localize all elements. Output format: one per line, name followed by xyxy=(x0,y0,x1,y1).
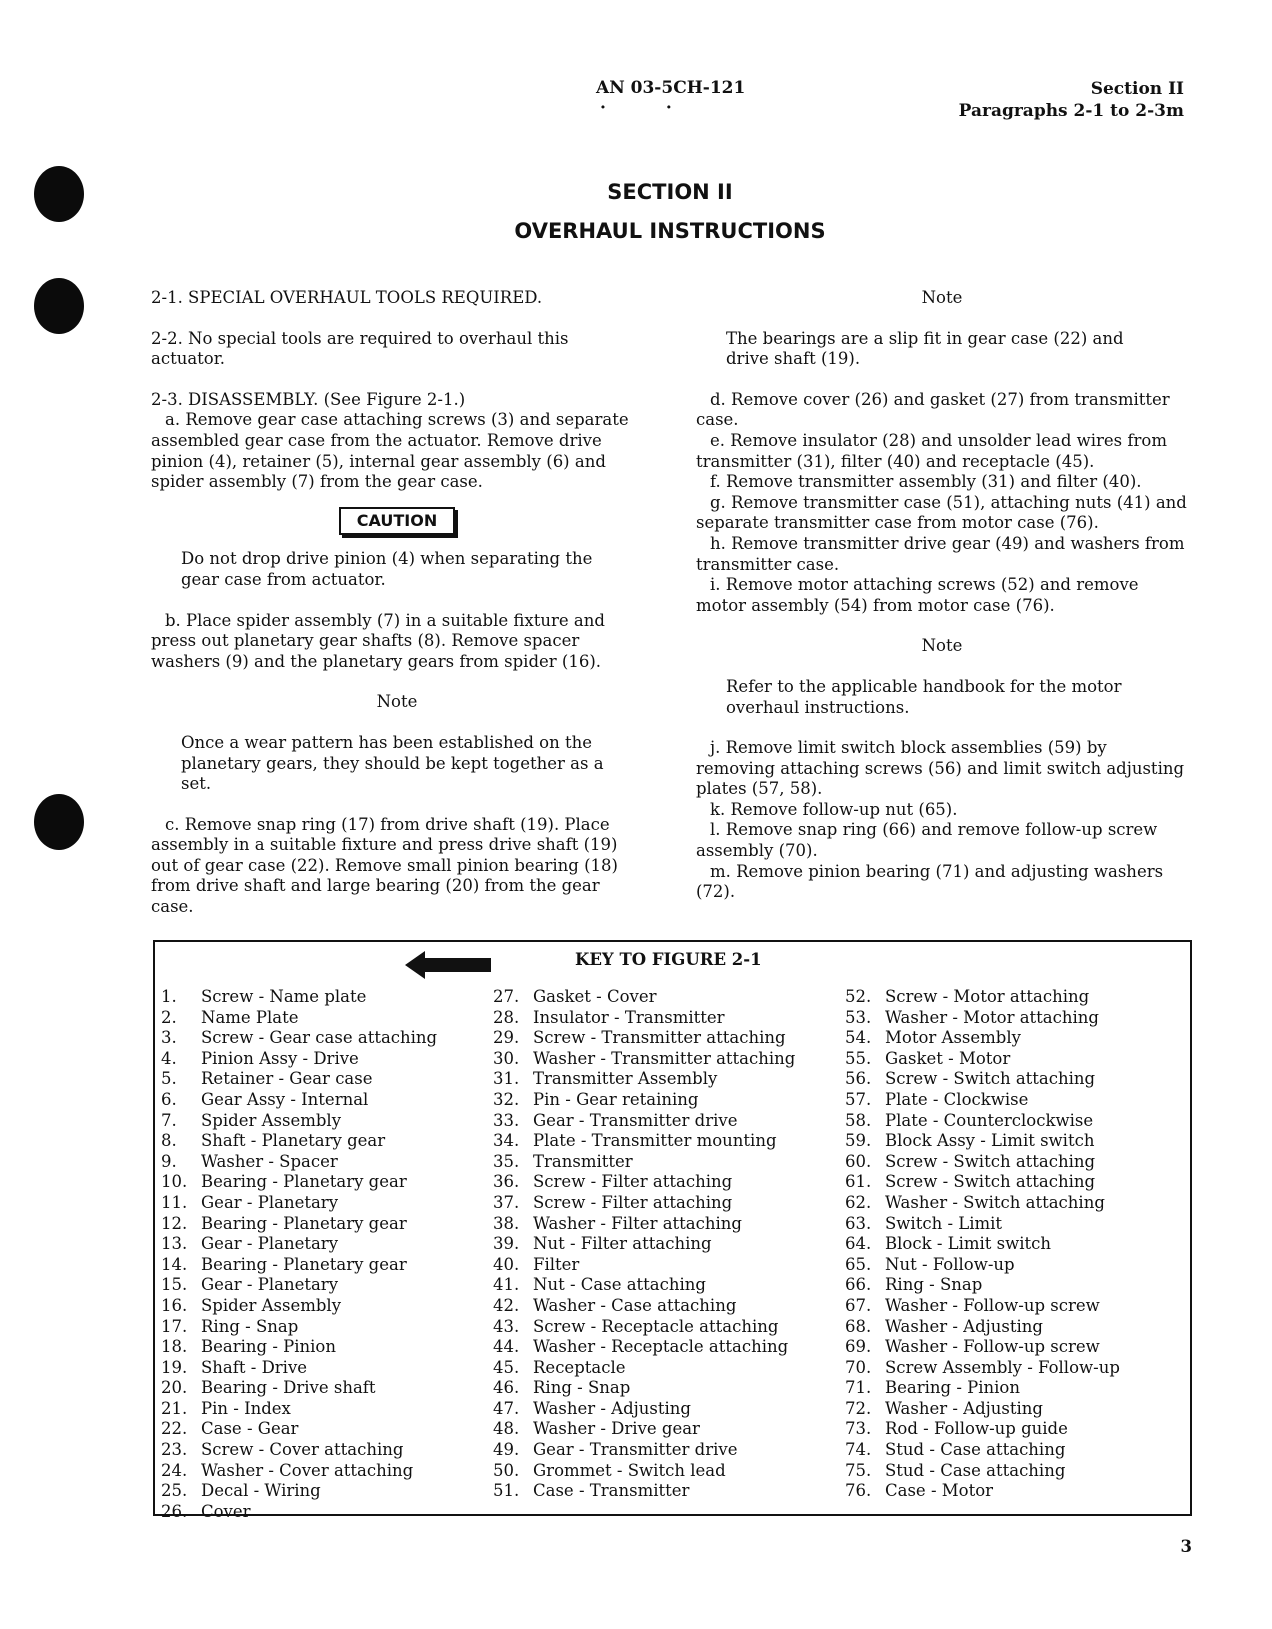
key-item xyxy=(161,1131,437,1152)
key-item xyxy=(845,1234,1120,1255)
key-item-number: 74. xyxy=(845,1440,872,1460)
key-item-description: Screw - Switch attaching xyxy=(885,1151,1096,1171)
key-item-description: Block Assy - Limit switch xyxy=(885,1131,1095,1151)
key-item-number: 15. xyxy=(161,1275,188,1295)
key-item xyxy=(161,1419,437,1440)
key-item-description: Washer - Follow-up screw xyxy=(885,1337,1100,1357)
key-item xyxy=(493,1049,795,1070)
key-item xyxy=(161,1399,437,1420)
key-item-description: Pinion Assy - Drive xyxy=(201,1048,359,1068)
key-item-description: Name Plate xyxy=(201,1007,299,1027)
key-item-description: Filter xyxy=(533,1254,580,1274)
header-section-info xyxy=(959,78,1184,122)
key-item-description: Screw - Name plate xyxy=(201,987,367,1006)
paragraph-2-3i: i. Remove motor attaching screws (52) and remove motor assembly (54) from motor case (76). xyxy=(696,575,1139,615)
key-item-description: Washer - Drive gear xyxy=(533,1419,700,1439)
key-item-description: Shaft - Planetary gear xyxy=(201,1131,386,1151)
key-item xyxy=(845,1440,1120,1461)
key-item-number: 51. xyxy=(493,1481,520,1501)
key-item-number: 43. xyxy=(493,1316,520,1336)
key-item-description: Washer - Cover attaching xyxy=(201,1460,414,1480)
left-column xyxy=(151,288,643,918)
note-1-label: Note xyxy=(376,692,418,712)
key-item-number: 48. xyxy=(493,1419,520,1439)
key-item-description: Case - Gear xyxy=(201,1419,299,1439)
key-item-number: 52. xyxy=(845,987,872,1006)
key-item-number: 63. xyxy=(845,1213,872,1233)
key-column-2 xyxy=(493,987,795,1502)
header-section: Section II xyxy=(1090,79,1184,99)
key-item-number: 70. xyxy=(845,1357,872,1377)
key-item-number: 24. xyxy=(161,1460,188,1480)
key-item xyxy=(161,1378,437,1399)
paragraph-2-3a: a. Remove gear case attaching screws (3) and separate assembled gear case from the actuator. Remove drive pinion (4), retainer (5), internal gear assembly (6) and spider assembly (7) from the gear case. xyxy=(151,410,629,492)
key-item-number: 69. xyxy=(845,1337,872,1357)
key-item-description: Switch - Limit xyxy=(885,1213,1003,1233)
key-item xyxy=(845,1296,1120,1317)
key-item-number: 75. xyxy=(845,1460,872,1480)
key-item-number: 73. xyxy=(845,1419,872,1439)
key-item-description: Washer - Adjusting xyxy=(533,1398,691,1418)
key-item-number: 5. xyxy=(161,1069,177,1089)
key-item-number: 26. xyxy=(161,1501,188,1521)
key-item-number: 45. xyxy=(493,1357,520,1377)
key-item xyxy=(161,1440,437,1461)
key-item-description: Insulator - Transmitter xyxy=(533,1007,725,1027)
paragraph-2-3g: g. Remove transmitter case (51), attaching nuts (41) and separate transmitter case from motor case (76). xyxy=(696,492,1187,533)
key-item xyxy=(493,1028,795,1049)
paragraph-2-3c: c. Remove snap ring (17) from drive shaft (19). Place assembly in a suitable fixture and press drive shaft (19) out of gear case (22). Remove small pinion bearing (18) from drive shaft and large bearing (20) from the gear case. xyxy=(151,814,618,917)
key-item-description: Block - Limit switch xyxy=(885,1234,1052,1254)
key-item xyxy=(493,1378,795,1399)
paragraph-2-3j: j. Remove limit switch block assemblies (59) by removing attaching screws (56) and limit switch adjusting plates (57, 58). xyxy=(696,738,1185,799)
key-item xyxy=(161,1111,437,1132)
key-item-number: 55. xyxy=(845,1048,872,1068)
key-item-number: 25. xyxy=(161,1481,188,1501)
key-item-description: Washer - Transmitter attaching xyxy=(533,1048,796,1068)
key-item-number: 66. xyxy=(845,1275,872,1295)
key-item xyxy=(493,1152,795,1173)
key-item-number: 39. xyxy=(493,1234,520,1254)
key-item xyxy=(845,1419,1120,1440)
key-item-description: Washer - Motor attaching xyxy=(885,1007,1099,1027)
key-item xyxy=(161,1049,437,1070)
key-item-number: 40. xyxy=(493,1254,520,1274)
document-number: AN 03-5CH-121 xyxy=(596,78,746,98)
key-item-number: 60. xyxy=(845,1151,872,1171)
key-item xyxy=(493,1399,795,1420)
key-item-description: Plate - Clockwise xyxy=(885,1089,1029,1109)
key-item-description: Screw - Transmitter attaching xyxy=(533,1028,786,1048)
key-item-number: 33. xyxy=(493,1110,520,1130)
right-column xyxy=(696,288,1188,903)
key-item xyxy=(845,1317,1120,1338)
key-item xyxy=(845,1111,1120,1132)
key-item-description: Decal - Wiring xyxy=(201,1481,321,1501)
key-item-description: Washer - Adjusting xyxy=(885,1316,1043,1336)
key-item-number: 61. xyxy=(845,1172,872,1192)
key-item-description: Motor Assembly xyxy=(885,1028,1021,1048)
key-item-description: Pin - Gear retaining xyxy=(533,1089,699,1109)
key-item-number: 57. xyxy=(845,1089,872,1109)
key-item xyxy=(161,1275,437,1296)
key-item xyxy=(845,1069,1120,1090)
key-item-number: 20. xyxy=(161,1378,188,1398)
key-item-description: Gear - Planetary xyxy=(201,1275,339,1295)
key-item-number: 38. xyxy=(493,1213,520,1233)
paragraph-2-3e: e. Remove insulator (28) and unsolder lead wires from transmitter (31), filter (40) and receptacle (45). xyxy=(696,430,1167,471)
key-item-description: Gasket - Motor xyxy=(885,1048,1011,1068)
key-item-number: 21. xyxy=(161,1398,188,1418)
key-item-number: 7. xyxy=(161,1110,177,1130)
key-item-description: Plate - Counterclockwise xyxy=(885,1110,1094,1130)
key-item xyxy=(845,1008,1120,1029)
key-item xyxy=(845,1275,1120,1296)
key-item xyxy=(845,1399,1120,1420)
paragraph-2-3: 2-3. DISASSEMBLY. (See Figure 2-1.) xyxy=(151,389,466,409)
binder-hole-bottom xyxy=(34,794,84,850)
key-item-description: Screw - Receptacle attaching xyxy=(533,1316,779,1336)
key-item xyxy=(845,1172,1120,1193)
key-item-description: Retainer - Gear case xyxy=(201,1069,373,1089)
key-item-description: Spider Assembly xyxy=(201,1110,342,1130)
key-item-description: Grommet - Switch lead xyxy=(533,1460,726,1480)
caution-label: CAUTION xyxy=(339,507,455,536)
paragraph-2-3m: m. Remove pinion bearing (71) and adjusting washers (72). xyxy=(696,861,1164,902)
key-item-number: 14. xyxy=(161,1254,188,1274)
header-dots: ·· xyxy=(600,98,732,118)
key-item-number: 16. xyxy=(161,1295,188,1315)
key-item-description: Ring - Snap xyxy=(201,1316,299,1336)
key-item xyxy=(493,1090,795,1111)
key-item xyxy=(493,987,795,1008)
key-item-description: Bearing - Planetary gear xyxy=(201,1172,407,1192)
key-item-description: Ring - Snap xyxy=(533,1378,631,1398)
key-item-number: 28. xyxy=(493,1007,520,1027)
key-item xyxy=(161,1152,437,1173)
key-item xyxy=(493,1111,795,1132)
key-item-description: Screw - Motor attaching xyxy=(885,987,1090,1006)
key-item xyxy=(493,1255,795,1276)
binder-hole-middle xyxy=(34,278,84,334)
key-item-number: 10. xyxy=(161,1172,188,1192)
paragraph-2-3h: h. Remove transmitter drive gear (49) and washers from transmitter case. xyxy=(696,533,1185,574)
key-item-number: 64. xyxy=(845,1234,872,1254)
key-item-number: 22. xyxy=(161,1419,188,1439)
key-item-description: Bearing - Planetary gear xyxy=(201,1213,407,1233)
key-item-description: Stud - Case attaching xyxy=(885,1440,1066,1460)
key-item-description: Washer - Follow-up screw xyxy=(885,1295,1100,1315)
key-item xyxy=(845,1255,1120,1276)
key-item-number: 62. xyxy=(845,1192,872,1212)
key-item xyxy=(493,1461,795,1482)
key-item-description: Transmitter xyxy=(533,1151,633,1171)
key-item-number: 18. xyxy=(161,1337,188,1357)
key-item xyxy=(161,1172,437,1193)
paragraph-2-3f: f. Remove transmitter assembly (31) and filter (40). xyxy=(710,472,1142,492)
key-item-number: 44. xyxy=(493,1337,520,1357)
key-item-description: Screw - Switch attaching xyxy=(885,1172,1096,1192)
key-item-description: Cover xyxy=(201,1501,251,1521)
key-item-number: 71. xyxy=(845,1378,872,1398)
key-item xyxy=(845,1481,1120,1502)
paragraph-2-3b: b. Place spider assembly (7) in a suitable fixture and press out planetary gear shafts (8). Remove spacer washers (9) and the planetary gears from spider (16). xyxy=(151,610,605,671)
key-item xyxy=(161,1481,437,1502)
key-item-number: 49. xyxy=(493,1440,520,1460)
key-item-description: Gear - Transmitter drive xyxy=(533,1110,738,1130)
key-item xyxy=(161,1090,437,1111)
key-item xyxy=(161,1296,437,1317)
key-item xyxy=(845,1131,1120,1152)
key-item xyxy=(161,1337,437,1358)
key-item xyxy=(493,1214,795,1235)
key-item xyxy=(493,1131,795,1152)
key-item xyxy=(845,1214,1120,1235)
key-item-description: Receptacle xyxy=(533,1357,626,1377)
key-item-description: Gear - Planetary xyxy=(201,1234,339,1254)
key-item-number: 72. xyxy=(845,1398,872,1418)
key-item-number: 23. xyxy=(161,1440,188,1460)
key-item-number: 2. xyxy=(161,1007,177,1027)
key-item-number: 32. xyxy=(493,1089,520,1109)
key-item-description: Plate - Transmitter mounting xyxy=(533,1131,777,1151)
key-item-description: Screw - Filter attaching xyxy=(533,1172,733,1192)
key-item xyxy=(493,1419,795,1440)
key-item-number: 29. xyxy=(493,1028,520,1048)
paragraph-2-3d: d. Remove cover (26) and gasket (27) from transmitter case. xyxy=(696,389,1170,430)
key-item-description: Transmitter Assembly xyxy=(533,1069,718,1089)
key-item-number: 4. xyxy=(161,1048,177,1068)
key-item-number: 8. xyxy=(161,1131,177,1151)
key-item-description: Washer - Case attaching xyxy=(533,1295,737,1315)
key-item xyxy=(161,1358,437,1379)
key-item-description: Screw - Filter attaching xyxy=(533,1192,733,1212)
key-item xyxy=(493,1317,795,1338)
key-item xyxy=(493,1358,795,1379)
key-item-number: 31. xyxy=(493,1069,520,1089)
key-item-description: Washer - Spacer xyxy=(201,1151,338,1171)
key-item-description: Screw - Switch attaching xyxy=(885,1069,1096,1089)
key-item xyxy=(161,1317,437,1338)
key-item xyxy=(845,1049,1120,1070)
key-item xyxy=(493,1337,795,1358)
key-item-number: 58. xyxy=(845,1110,872,1130)
paragraph-2-3l: l. Remove snap ring (66) and remove follow-up screw assembly (70). xyxy=(696,820,1158,861)
key-item-description: Shaft - Drive xyxy=(201,1357,308,1377)
key-item xyxy=(493,1069,795,1090)
key-item xyxy=(493,1481,795,1502)
key-item-description: Washer - Filter attaching xyxy=(533,1213,742,1233)
key-item-description: Spider Assembly xyxy=(201,1295,342,1315)
key-item-number: 12. xyxy=(161,1213,188,1233)
paragraph-2-3k: k. Remove follow-up nut (65). xyxy=(710,799,958,819)
arrow-left-icon xyxy=(405,948,491,982)
paragraph-2-1: 2-1. SPECIAL OVERHAUL TOOLS REQUIRED. xyxy=(151,288,543,307)
key-item xyxy=(493,1193,795,1214)
key-item-description: Nut - Follow-up xyxy=(885,1254,1015,1274)
key-item-number: 11. xyxy=(161,1192,188,1212)
caution-text: Do not drop drive pinion (4) when separating the gear case from actuator. xyxy=(181,549,593,589)
key-item-description: Rod - Follow-up guide xyxy=(885,1419,1068,1439)
note-1-text: Once a wear pattern has been established on the planetary gears, they should be kept together as a set. xyxy=(181,732,604,794)
key-item-description: Gear - Transmitter drive xyxy=(533,1440,738,1460)
section-title: SECTION II xyxy=(607,180,733,204)
key-item-number: 1. xyxy=(161,987,177,1006)
key-item xyxy=(161,1214,437,1235)
key-column-3 xyxy=(845,987,1120,1502)
key-item-number: 41. xyxy=(493,1275,520,1295)
key-item-number: 6. xyxy=(161,1089,177,1109)
caution-box-wrap xyxy=(151,507,643,536)
key-item-number: 56. xyxy=(845,1069,872,1089)
key-item-number: 67. xyxy=(845,1295,872,1315)
key-item xyxy=(493,1296,795,1317)
paragraph-2-2: 2-2. No special tools are required to overhaul this actuator. xyxy=(151,328,569,369)
key-item-number: 53. xyxy=(845,1007,872,1027)
key-item-description: Nut - Case attaching xyxy=(533,1275,706,1295)
key-item-number: 68. xyxy=(845,1316,872,1336)
key-item xyxy=(845,1090,1120,1111)
key-item xyxy=(493,1275,795,1296)
key-item-description: Washer - Adjusting xyxy=(885,1398,1043,1418)
key-item-number: 37. xyxy=(493,1192,520,1212)
figure-key-box xyxy=(153,940,1192,1521)
note-2-label: Note xyxy=(921,288,963,307)
note-2-text: The bearings are a slip fit in gear case (22) and drive shaft (19). xyxy=(726,328,1124,369)
key-item xyxy=(161,1461,437,1482)
key-item-description: Screw - Cover attaching xyxy=(201,1440,404,1460)
key-item-description: Bearing - Pinion xyxy=(885,1378,1020,1398)
key-item-description: Pin - Index xyxy=(201,1398,291,1418)
section-heading: OVERHAUL INSTRUCTIONS xyxy=(514,219,826,243)
key-item xyxy=(161,987,437,1008)
key-item-number: 42. xyxy=(493,1295,520,1315)
key-item-number: 46. xyxy=(493,1378,520,1398)
note-3-label: Note xyxy=(921,636,963,656)
key-item xyxy=(493,1440,795,1461)
page-number: 3 xyxy=(1180,1537,1192,1556)
key-title: KEY TO FIGURE 2-1 xyxy=(575,950,762,969)
key-item xyxy=(161,1193,437,1214)
key-item-number: 59. xyxy=(845,1131,872,1151)
key-item xyxy=(845,1193,1120,1214)
key-item xyxy=(493,1234,795,1255)
key-item-number: 9. xyxy=(161,1151,177,1171)
key-item-number: 13. xyxy=(161,1234,188,1254)
key-item-description: Nut - Filter attaching xyxy=(533,1234,712,1254)
key-item-number: 36. xyxy=(493,1172,520,1192)
key-item xyxy=(845,1337,1120,1358)
key-item-number: 76. xyxy=(845,1481,872,1501)
key-item xyxy=(845,1152,1120,1173)
key-item-description: Bearing - Drive shaft xyxy=(201,1378,376,1398)
key-item xyxy=(161,1069,437,1090)
key-item xyxy=(493,1172,795,1193)
key-item-description: Case - Transmitter xyxy=(533,1481,690,1501)
key-item xyxy=(845,1461,1120,1482)
key-item xyxy=(845,1028,1120,1049)
key-column-1 xyxy=(161,987,437,1522)
key-item xyxy=(161,1234,437,1255)
key-item-description: Gear - Planetary xyxy=(201,1192,339,1212)
key-item-description: Screw Assembly - Follow-up xyxy=(885,1357,1120,1377)
key-item-number: 30. xyxy=(493,1048,520,1068)
key-item-number: 19. xyxy=(161,1357,188,1377)
key-item-description: Bearing - Planetary gear xyxy=(201,1254,407,1274)
key-item-number: 47. xyxy=(493,1398,520,1418)
key-item-number: 34. xyxy=(493,1131,520,1151)
key-item-number: 17. xyxy=(161,1316,188,1336)
key-item-description: Gasket - Cover xyxy=(533,987,657,1006)
key-item-number: 50. xyxy=(493,1460,520,1480)
key-item xyxy=(161,1008,437,1029)
key-item-description: Gear Assy - Internal xyxy=(201,1089,369,1109)
key-item-number: 27. xyxy=(493,987,520,1006)
key-item-number: 54. xyxy=(845,1028,872,1048)
key-item-number: 65. xyxy=(845,1254,872,1274)
key-item-number: 35. xyxy=(493,1151,520,1171)
key-item xyxy=(161,1502,437,1523)
key-item-description: Ring - Snap xyxy=(885,1275,983,1295)
key-item xyxy=(845,987,1120,1008)
key-item-description: Washer - Receptacle attaching xyxy=(533,1337,789,1357)
key-item-number: 3. xyxy=(161,1028,177,1048)
key-item xyxy=(845,1378,1120,1399)
key-item-description: Stud - Case attaching xyxy=(885,1460,1066,1480)
header-paragraphs: Paragraphs 2-1 to 2-3m xyxy=(958,101,1184,121)
key-item xyxy=(845,1358,1120,1379)
key-item-description: Case - Motor xyxy=(885,1481,994,1501)
key-item xyxy=(161,1028,437,1049)
key-item xyxy=(493,1008,795,1029)
key-item-description: Washer - Switch attaching xyxy=(885,1192,1105,1212)
key-item-description: Screw - Gear case attaching xyxy=(201,1028,438,1048)
key-item-description: Bearing - Pinion xyxy=(201,1337,336,1357)
key-item xyxy=(161,1255,437,1276)
note-3-text: Refer to the applicable handbook for the motor overhaul instructions. xyxy=(726,676,1122,717)
